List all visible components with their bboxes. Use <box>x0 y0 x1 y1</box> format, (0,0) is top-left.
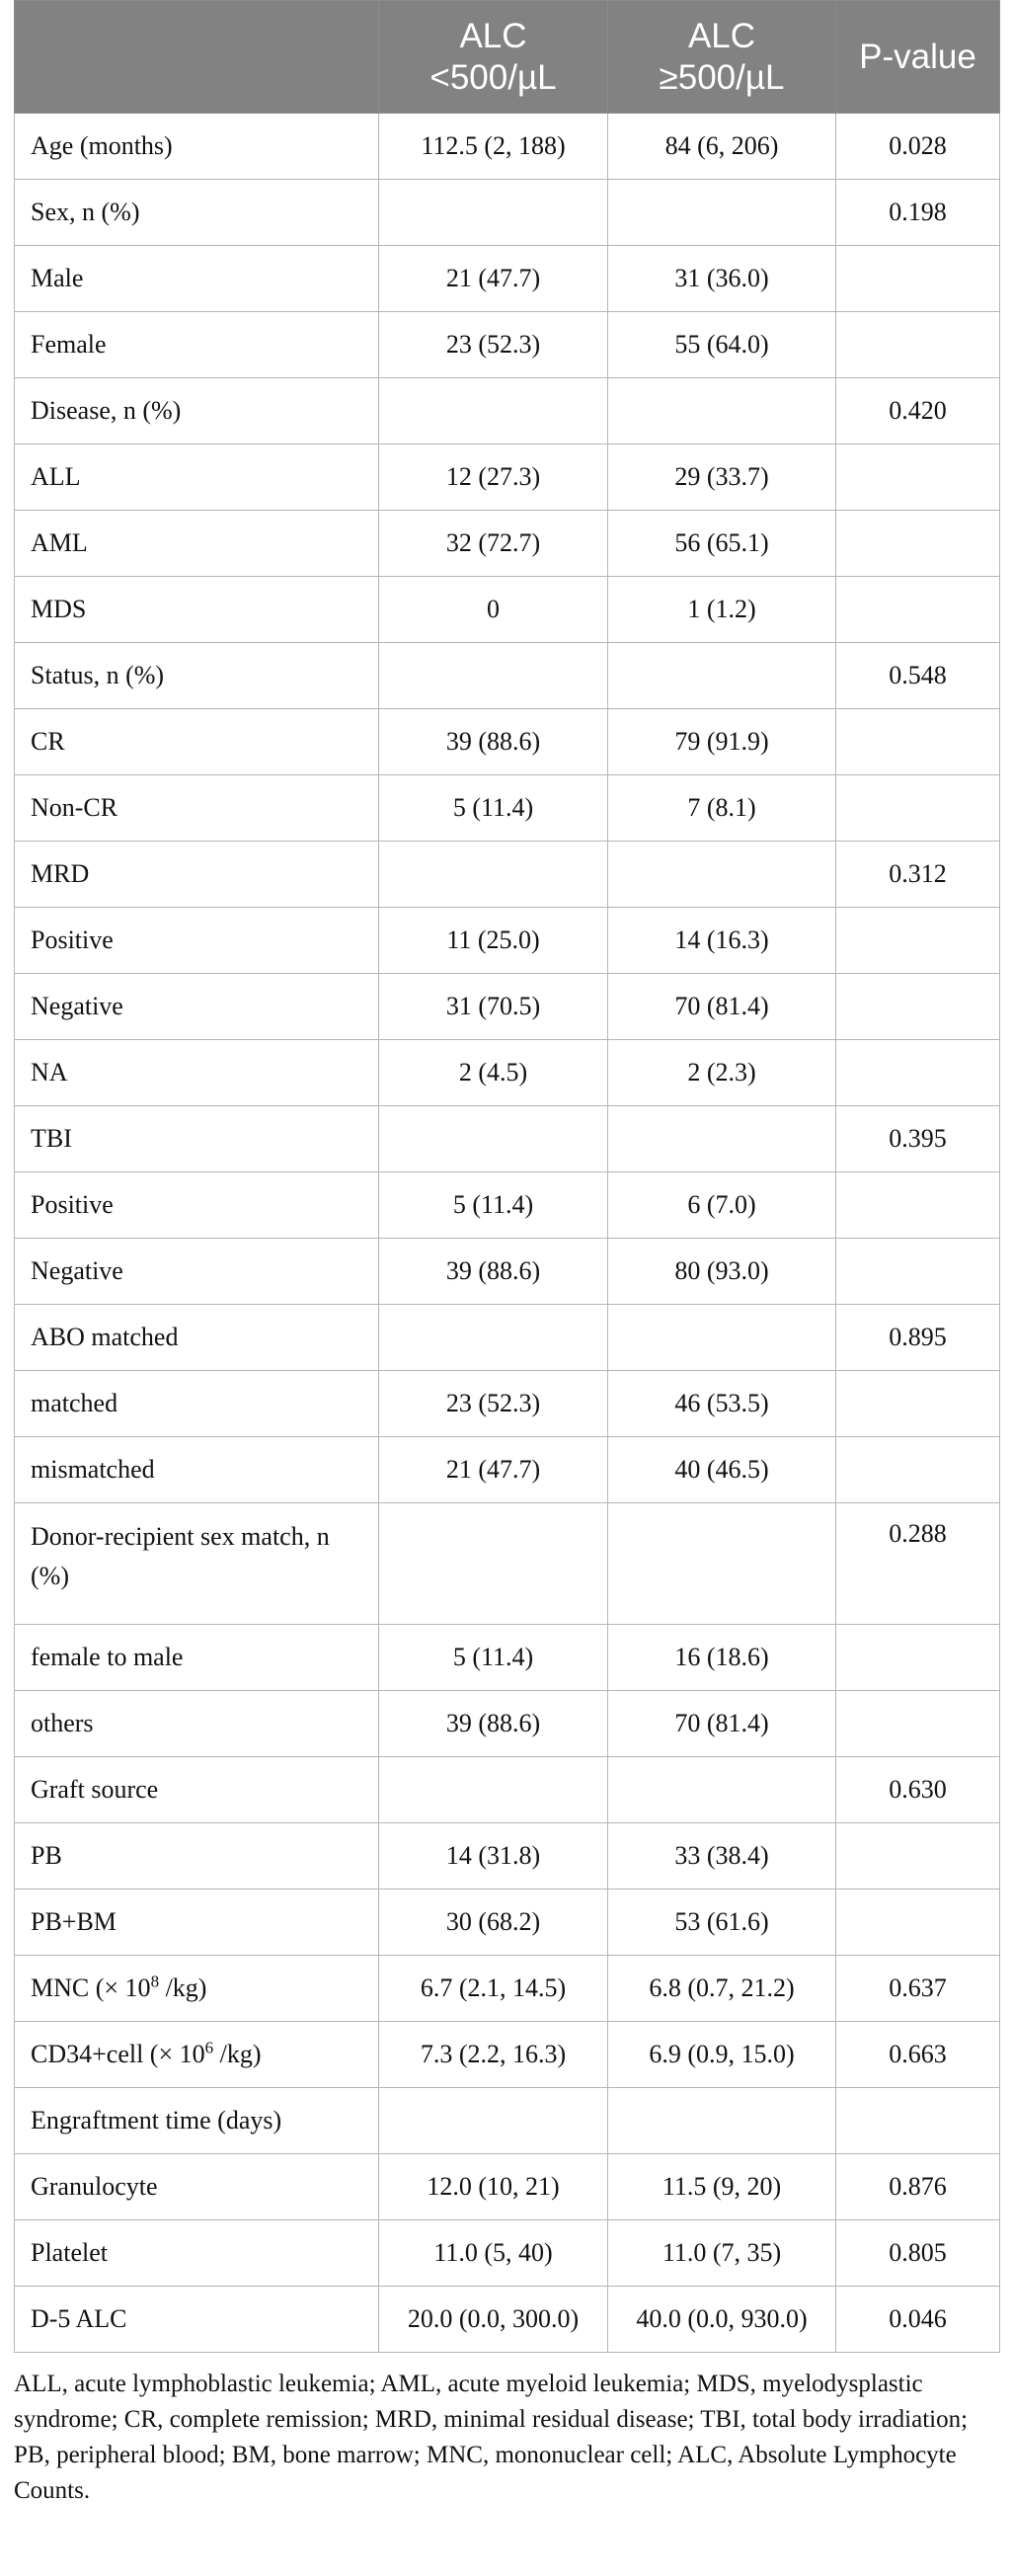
cell-alc-high: 40.0 (0.0, 930.0) <box>608 2287 836 2353</box>
row-label: Sex, n (%) <box>15 180 379 246</box>
table-row <box>15 1437 1000 1503</box>
table-row <box>15 1040 1000 1106</box>
cell-alc-low: 39 (88.6) <box>379 709 608 775</box>
cell-alc-high: 2 (2.3) <box>608 1040 836 1106</box>
cell-alc-high <box>608 1757 836 1823</box>
table-row <box>15 312 1000 378</box>
cell-alc-low: 21 (47.7) <box>379 246 608 312</box>
header-alc-low-line2: <500/µL <box>429 57 557 97</box>
cell-p-value: 0.395 <box>836 1106 1000 1172</box>
table-row <box>15 1106 1000 1172</box>
cell-alc-high: 16 (18.6) <box>608 1625 836 1691</box>
row-label: matched <box>15 1371 379 1437</box>
header-alc-low <box>379 1 608 114</box>
cell-alc-low <box>379 842 608 908</box>
cell-alc-high: 70 (81.4) <box>608 974 836 1040</box>
cell-alc-low: 11 (25.0) <box>379 908 608 974</box>
cell-p-value <box>836 1823 1000 1890</box>
cell-alc-high: 79 (91.9) <box>608 709 836 775</box>
cell-alc-high: 56 (65.1) <box>608 511 836 577</box>
row-label: Donor-recipient sex match, n (%) <box>15 1503 379 1625</box>
cell-p-value: 0.312 <box>836 842 1000 908</box>
row-label: Platelet <box>15 2220 379 2287</box>
cell-alc-low <box>379 1305 608 1371</box>
row-label-unit: /kg) <box>213 2040 262 2068</box>
row-label: MRD <box>15 842 379 908</box>
cell-p-value <box>836 2088 1000 2154</box>
row-label: Disease, n (%) <box>15 378 379 444</box>
cell-alc-high: 6.8 (0.7, 21.2) <box>608 1956 836 2022</box>
cell-p-value: 0.895 <box>836 1305 1000 1371</box>
table-row <box>15 1691 1000 1757</box>
cell-p-value: 0.198 <box>836 180 1000 246</box>
cell-alc-low <box>379 1106 608 1172</box>
cell-p-value: 0.876 <box>836 2154 1000 2220</box>
table-row <box>15 1239 1000 1305</box>
cell-alc-low: 2 (4.5) <box>379 1040 608 1106</box>
cell-alc-high <box>608 643 836 709</box>
cell-alc-low: 7.3 (2.2, 16.3) <box>379 2022 608 2088</box>
row-label: ALL <box>15 444 379 511</box>
row-label <box>15 2022 379 2088</box>
table-row <box>15 2154 1000 2220</box>
row-label: PB+BM <box>15 1890 379 1956</box>
table-row <box>15 643 1000 709</box>
cell-alc-low: 30 (68.2) <box>379 1890 608 1956</box>
header-alc-high-line2: ≥500/µL <box>659 57 785 97</box>
table-row <box>15 1625 1000 1691</box>
cell-alc-high: 14 (16.3) <box>608 908 836 974</box>
header-empty-cell <box>15 1 379 114</box>
cell-alc-low: 5 (11.4) <box>379 1172 608 1239</box>
table-row <box>15 180 1000 246</box>
row-label: CR <box>15 709 379 775</box>
cell-alc-low: 20.0 (0.0, 300.0) <box>379 2287 608 2353</box>
cell-alc-high: 46 (53.5) <box>608 1371 836 1437</box>
table-row <box>15 1757 1000 1823</box>
characteristics-table <box>14 0 1000 2353</box>
row-label: Positive <box>15 908 379 974</box>
cell-alc-high <box>608 842 836 908</box>
cell-p-value: 0.805 <box>836 2220 1000 2287</box>
row-label: Female <box>15 312 379 378</box>
row-label: Graft source <box>15 1757 379 1823</box>
cell-alc-high <box>608 2088 836 2154</box>
table-row <box>15 577 1000 643</box>
cell-p-value <box>836 444 1000 511</box>
header-alc-high <box>608 1 836 114</box>
row-label: Male <box>15 246 379 312</box>
cell-alc-low: 5 (11.4) <box>379 1625 608 1691</box>
table-row <box>15 1371 1000 1437</box>
table-row <box>15 1956 1000 2022</box>
table-row <box>15 378 1000 444</box>
cell-alc-high: 6.9 (0.9, 15.0) <box>608 2022 836 2088</box>
row-label: others <box>15 1691 379 1757</box>
header-alc-low-line1: ALC <box>459 16 527 55</box>
cell-alc-low: 112.5 (2, 188) <box>379 114 608 180</box>
cell-alc-high: 11.0 (7, 35) <box>608 2220 836 2287</box>
table-header-row <box>15 1 1000 114</box>
table-footnote: ALL, acute lymphoblastic leukemia; AML, acute myeloid leukemia; MDS, myelodysplastic syndrome; CR, complete remission; MRD, minimal residual disease; TBI, total body irradiation; PB, peripheral blood; BM, bone marrow; MNC, mononuclear cell; ALC, Absolute Lymphocyte Counts. <box>14 2371 969 2504</box>
row-label: TBI <box>15 1106 379 1172</box>
row-label: Granulocyte <box>15 2154 379 2220</box>
row-label-exponent: 6 <box>204 2038 214 2057</box>
row-label: Engraftment time (days) <box>15 2088 379 2154</box>
cell-p-value: 0.548 <box>836 643 1000 709</box>
row-label: Status, n (%) <box>15 643 379 709</box>
table-row <box>15 1305 1000 1371</box>
table-row <box>15 974 1000 1040</box>
cell-alc-low <box>379 1757 608 1823</box>
row-label: female to male <box>15 1625 379 1691</box>
row-label: Negative <box>15 974 379 1040</box>
cell-p-value <box>836 775 1000 842</box>
cell-p-value: 0.630 <box>836 1757 1000 1823</box>
table-row <box>15 2088 1000 2154</box>
cell-p-value <box>836 312 1000 378</box>
table-row <box>15 1503 1000 1625</box>
cell-alc-high: 7 (8.1) <box>608 775 836 842</box>
row-label: Non-CR <box>15 775 379 842</box>
cell-alc-low: 11.0 (5, 40) <box>379 2220 608 2287</box>
cell-alc-low <box>379 1503 608 1625</box>
cell-alc-high <box>608 1503 836 1625</box>
cell-alc-low: 23 (52.3) <box>379 1371 608 1437</box>
cell-alc-high: 1 (1.2) <box>608 577 836 643</box>
cell-alc-high <box>608 180 836 246</box>
table-row <box>15 1823 1000 1890</box>
cell-alc-high: 11.5 (9, 20) <box>608 2154 836 2220</box>
table-row <box>15 2287 1000 2353</box>
cell-p-value <box>836 1691 1000 1757</box>
table-row <box>15 511 1000 577</box>
row-label-exponent: 8 <box>150 1972 160 1991</box>
cell-p-value <box>836 1239 1000 1305</box>
table-row <box>15 2220 1000 2287</box>
row-label-text: CD34+cell (× 10 <box>31 2040 205 2068</box>
cell-p-value: 0.637 <box>836 1956 1000 2022</box>
table-row <box>15 842 1000 908</box>
cell-alc-low <box>379 378 608 444</box>
cell-alc-high: 70 (81.4) <box>608 1691 836 1757</box>
cell-alc-low: 21 (47.7) <box>379 1437 608 1503</box>
cell-p-value: 0.028 <box>836 114 1000 180</box>
header-p-value: P-value <box>836 1 1000 114</box>
row-label: PB <box>15 1823 379 1890</box>
table-row <box>15 114 1000 180</box>
table-row <box>15 2022 1000 2088</box>
cell-alc-low: 39 (88.6) <box>379 1239 608 1305</box>
cell-alc-low: 0 <box>379 577 608 643</box>
header-alc-high-line1: ALC <box>687 16 756 55</box>
cell-alc-high <box>608 1106 836 1172</box>
cell-p-value <box>836 1890 1000 1956</box>
cell-p-value <box>836 577 1000 643</box>
cell-p-value <box>836 246 1000 312</box>
table-row <box>15 908 1000 974</box>
row-label: ABO matched <box>15 1305 379 1371</box>
table-row <box>15 709 1000 775</box>
cell-alc-high: 33 (38.4) <box>608 1823 836 1890</box>
cell-alc-high <box>608 378 836 444</box>
table-row <box>15 1172 1000 1239</box>
cell-alc-high: 53 (61.6) <box>608 1890 836 1956</box>
cell-alc-high: 31 (36.0) <box>608 246 836 312</box>
cell-alc-high: 55 (64.0) <box>608 312 836 378</box>
cell-p-value: 0.420 <box>836 378 1000 444</box>
cell-p-value <box>836 1371 1000 1437</box>
row-label: Negative <box>15 1239 379 1305</box>
cell-alc-low: 31 (70.5) <box>379 974 608 1040</box>
cell-p-value <box>836 1040 1000 1106</box>
table-row <box>15 246 1000 312</box>
cell-p-value <box>836 1172 1000 1239</box>
cell-p-value: 0.288 <box>836 1503 1000 1625</box>
cell-alc-low: 39 (88.6) <box>379 1691 608 1757</box>
cell-p-value <box>836 1437 1000 1503</box>
row-label: Positive <box>15 1172 379 1239</box>
cell-alc-high <box>608 1305 836 1371</box>
cell-alc-low: 5 (11.4) <box>379 775 608 842</box>
cell-alc-high: 40 (46.5) <box>608 1437 836 1503</box>
cell-p-value <box>836 511 1000 577</box>
cell-alc-low: 23 (52.3) <box>379 312 608 378</box>
cell-alc-low: 32 (72.7) <box>379 511 608 577</box>
row-label-unit: /kg) <box>159 1973 207 2002</box>
cell-alc-low: 6.7 (2.1, 14.5) <box>379 1956 608 2022</box>
row-label-text: MNC (× 10 <box>31 1973 151 2002</box>
table-row <box>15 444 1000 511</box>
row-label: Age (months) <box>15 114 379 180</box>
cell-p-value: 0.046 <box>836 2287 1000 2353</box>
cell-alc-high: 6 (7.0) <box>608 1172 836 1239</box>
cell-alc-low <box>379 180 608 246</box>
cell-p-value <box>836 709 1000 775</box>
cell-alc-low <box>379 643 608 709</box>
cell-alc-low: 12 (27.3) <box>379 444 608 511</box>
cell-alc-high: 29 (33.7) <box>608 444 836 511</box>
row-label: NA <box>15 1040 379 1106</box>
cell-p-value: 0.663 <box>836 2022 1000 2088</box>
cell-alc-high: 84 (6, 206) <box>608 114 836 180</box>
row-label: MDS <box>15 577 379 643</box>
cell-p-value <box>836 974 1000 1040</box>
cell-p-value <box>836 908 1000 974</box>
cell-p-value <box>836 1625 1000 1691</box>
cell-alc-low: 12.0 (10, 21) <box>379 2154 608 2220</box>
cell-alc-low <box>379 2088 608 2154</box>
row-label <box>15 1956 379 2022</box>
cell-alc-low: 14 (31.8) <box>379 1823 608 1890</box>
cell-alc-high: 80 (93.0) <box>608 1239 836 1305</box>
row-label: D-5 ALC <box>15 2287 379 2353</box>
table-row <box>15 775 1000 842</box>
row-label: mismatched <box>15 1437 379 1503</box>
table-row <box>15 1890 1000 1956</box>
row-label: AML <box>15 511 379 577</box>
